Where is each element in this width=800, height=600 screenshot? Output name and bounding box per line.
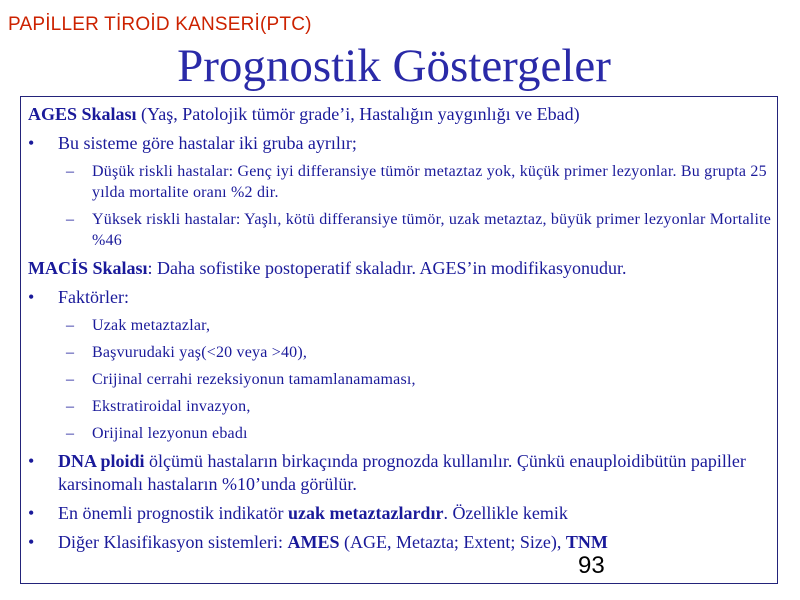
page-number: 93 xyxy=(578,552,605,579)
bullet-icon: • xyxy=(28,503,35,523)
bullet-icon: • xyxy=(28,532,35,552)
dash-icon: – xyxy=(66,211,75,228)
dash-icon: – xyxy=(66,344,75,361)
classification-bullet xyxy=(28,531,776,554)
macis-factor xyxy=(28,396,776,417)
prognostic-end: . Özellikle kemik xyxy=(443,503,568,523)
tnm-term: TNM xyxy=(565,532,608,552)
bullet-icon: • xyxy=(28,287,35,307)
dash-icon: – xyxy=(66,398,75,415)
macis-factor xyxy=(28,342,776,363)
prognostic-indicator-bullet xyxy=(28,502,776,525)
macis-factor-text: Ekstratiroidal invazyon, xyxy=(92,398,251,415)
macis-factor-text: Crijinal cerrahi rezeksiyonun tamamlanamaması, xyxy=(92,371,416,388)
macis-heading-line xyxy=(28,257,776,280)
macis-bullet xyxy=(28,286,776,309)
macis-factor xyxy=(28,423,776,444)
macis-factor-text: Başvurudaki yaş(<20 veya >40), xyxy=(92,344,308,361)
macis-bullet-text: Faktörler: xyxy=(58,287,129,307)
classification-text: Diğer Klasifikasyon sistemleri: xyxy=(58,532,288,552)
ages-bullet-text: Bu sisteme göre hastalar iki gruba ayrılır; xyxy=(58,133,357,153)
prognostic-text: En önemli prognostik indikatör xyxy=(58,503,288,523)
ages-heading-line xyxy=(28,103,776,126)
ages-sub-item xyxy=(28,209,776,251)
dash-icon: – xyxy=(66,425,75,442)
bullet-icon: • xyxy=(28,451,35,471)
slide-supertitle: PAPİLLER TİROİD KANSERİ(PTC) xyxy=(8,14,312,35)
slide-content xyxy=(28,103,776,560)
dash-icon: – xyxy=(66,317,75,334)
macis-factor-text: Uzak metaztazlar, xyxy=(92,317,211,334)
ages-bullet xyxy=(28,132,776,155)
ages-sub-text: Düşük riskli hastalar: Genç iyi differansiye tümör metaztaz yok, küçük primer lezyonlar. Bu grupta 25 yılda mortalite oranı %2 dir. xyxy=(92,163,767,201)
ages-sub-text: Yüksek riskli hastalar: Yaşlı, kötü differansiye tümör, uzak metaztaz, büyük primer lezyonlar Mortalite %46 xyxy=(92,211,772,249)
macis-description: : Daha sofistike postoperatif skaladır. AGES’in modifikasyonudur. xyxy=(147,258,627,278)
dash-icon: – xyxy=(66,371,75,388)
ages-sub-item xyxy=(28,161,776,203)
ages-description: (Yaş, Patolojik tümör grade’i, Hastalığın yaygınlığı ve Ebad) xyxy=(136,104,580,124)
ages-heading: AGES Skalası xyxy=(28,104,137,124)
dna-ploidi-term: DNA ploidi xyxy=(58,451,145,471)
dash-icon: – xyxy=(66,163,75,180)
macis-factor xyxy=(28,369,776,390)
ames-description: (AGE, Metazta; Extent; Size), xyxy=(339,532,566,552)
macis-factor-text: Orijinal lezyonun ebadı xyxy=(92,425,248,442)
macis-heading: MACİS Skalası xyxy=(28,258,148,278)
dna-ploidi-bullet xyxy=(28,450,776,496)
ames-term: AMES xyxy=(287,532,340,552)
bullet-icon: • xyxy=(28,133,35,153)
dna-ploidi-text: ölçümü hastaların birkaçında prognozda kullanılır. Çünkü enauploidibütün papiller karsinomalı hastaların %10’unda görülür. xyxy=(58,451,746,494)
slide-title: Prognostik Göstergeler xyxy=(177,40,611,92)
prognostic-term: uzak metaztazlardır xyxy=(287,503,444,523)
macis-factor xyxy=(28,315,776,336)
